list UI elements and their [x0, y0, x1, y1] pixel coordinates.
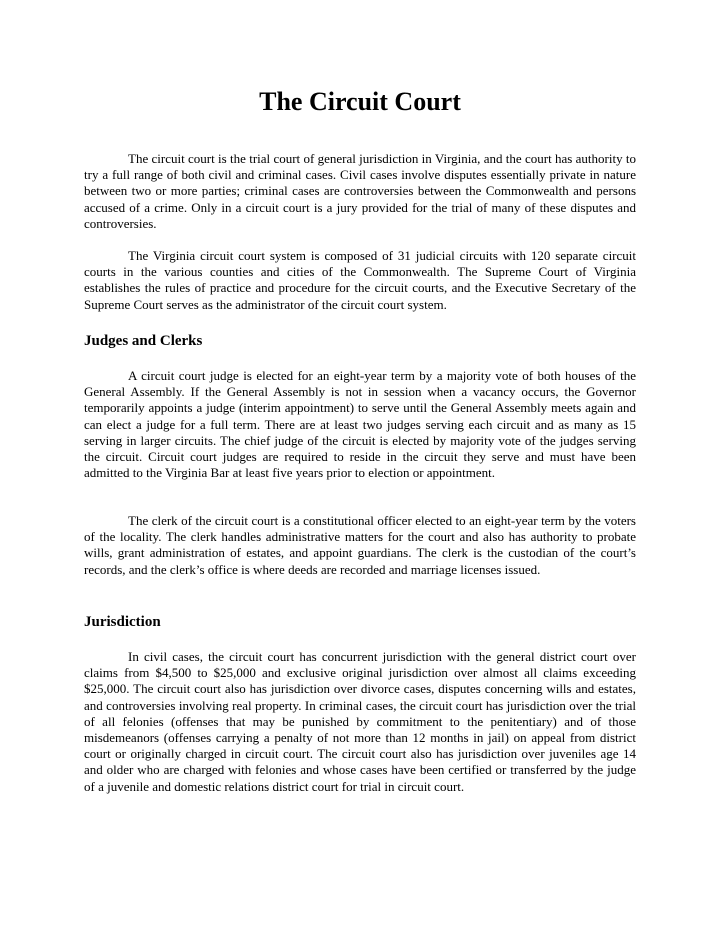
section-heading-jurisdiction: Jurisdiction	[84, 614, 161, 630]
section-heading-judges-and-clerks: Judges and Clerks	[84, 333, 203, 349]
section-paragraph: A circuit court judge is elected for an eight-year term by a majority vote of both houses of the General Assembly. If the General Assembly is not in session when a vacancy occurs, the Governor temporarily appoints a judge (interim appointment) to serve until the General Assembly meets again and can elect a judge for a full term. There are at least two judges serving each circuit and as many as 15 serving in larger circuits. The chief judge of the circuit is elected by majority vote of the judges serving the circuit. Circuit court judges are required to reside in the circuit they serve and must have been admitted to the Virginia Bar at least five years prior to election or appointment.	[84, 368, 636, 481]
page-title: The Circuit Court	[259, 87, 461, 116]
intro-paragraph: The circuit court is the trial court of general jurisdiction in Virginia, and the court has authority to try a full range of both civil and criminal cases. Civil cases involve disputes essentially private in nature between two or more parties; criminal cases are controversies between the Commonwealth and persons accused of a crime. Only in a circuit court is a jury provided for the trial of many of these disputes and controversies.	[84, 151, 636, 231]
section-paragraph: In civil cases, the circuit court has concurrent jurisdiction with the general district court over claims from $4,500 to $25,000 and exclusive original jurisdiction over almost all claims exceeding $25,000. The circuit court also has jurisdiction over divorce cases, disputes concerning wills and estates, and controversies involving real property. In criminal cases, the circuit court has jurisdiction over the trial of all felonies (offenses that may be punished by commitment to the penitentiary) and of those misdemeanors (offenses carrying a penalty of not more than 12 months in jail) on appeal from district court or originally charged in circuit court. The circuit court also has jurisdiction over juveniles age 14 and older who are charged with felonies and whose cases have been certified or transferred by the judge of a juvenile and domestic relations district court for trial in circuit court.	[84, 649, 636, 794]
intro-paragraph: The Virginia circuit court system is composed of 31 judicial circuits with 120 separate circuit courts in the various counties and cities of the Commonwealth. The Supreme Court of Virginia establishes the rules of practice and procedure for the circuit courts, and the Executive Secretary of the Supreme Court serves as the administrator of the circuit court system.	[84, 248, 636, 312]
section-paragraph: The clerk of the circuit court is a constitutional officer elected to an eight-year term by the voters of the locality. The clerk handles administrative matters for the court and also has authority to probate wills, grant administration of estates, and appoint guardians. The clerk is the custodian of the court’s records, and the clerk’s office is where deeds are recorded and marriage licenses issued.	[84, 513, 636, 577]
